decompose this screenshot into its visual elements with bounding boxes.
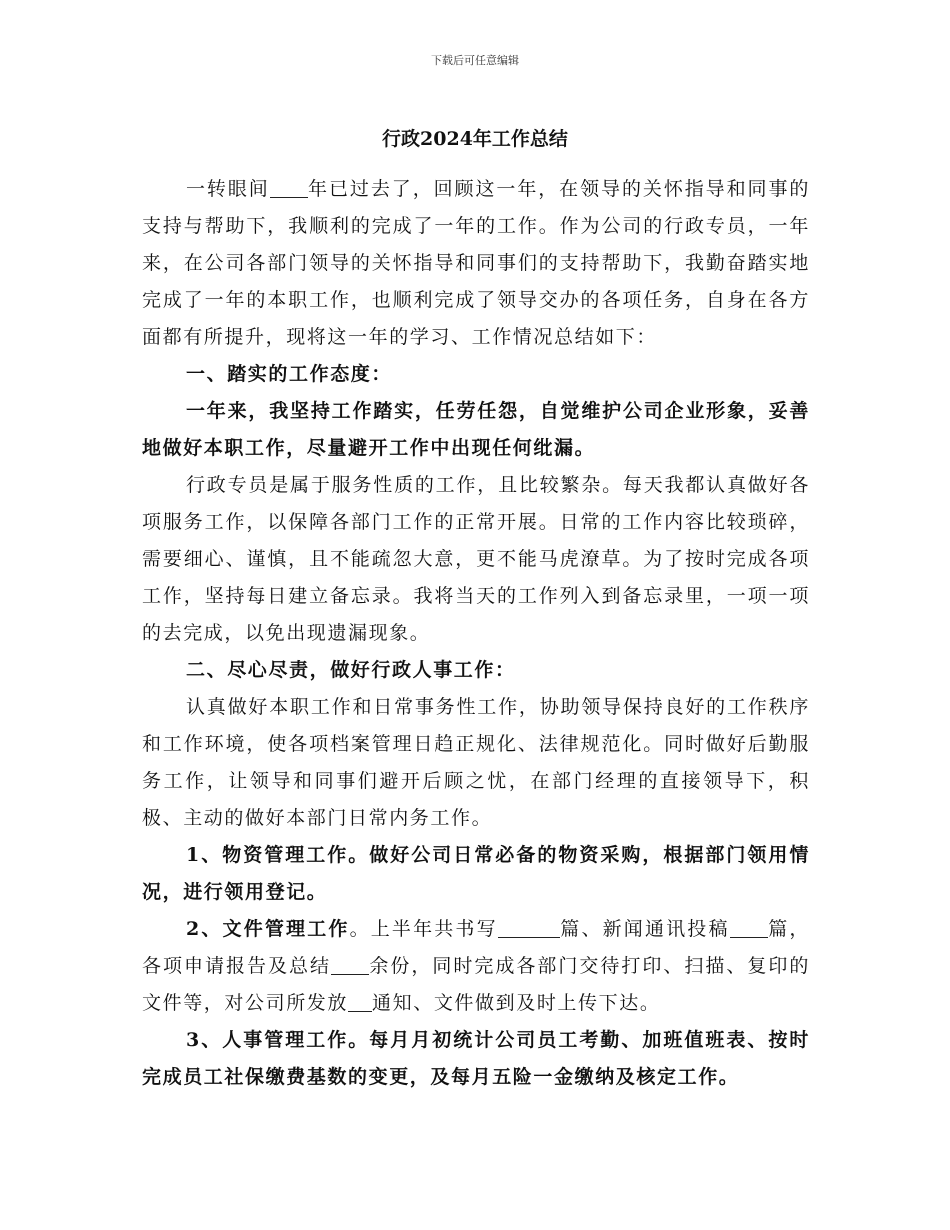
blank-underline [270,179,308,198]
item-3-personnel-management: 3、人事管理工作。每月月初统计公司员工考勤、加班值班表、按时完成员工社保缴费基数的变更，及每月五险一金缴纳及核定工作。 [142,1029,810,1088]
document-body [142,171,810,1096]
section-1-bold-paragraph: 一年来，我坚持工作踏实，任劳任怨，自觉维护公司企业形象，妥善地做好本职工作，尽量避开工作中出现任何纰漏。 [142,400,810,459]
page-header: 下载后可任意编辑 [431,54,519,67]
blank-underline [498,919,560,938]
item-2-text-5: 通知、文件做到及时上传下达。 [372,992,661,1014]
section-2-heading: 二、尽心尽责，做好行政人事工作： [186,659,516,681]
intro-text-start: 一转眼间 [186,178,270,200]
blank-underline [348,993,372,1012]
section-1-heading: 一、踏实的工作态度： [186,363,393,385]
item-2-text-3: 篇，各项申请报告及总结 [142,918,810,977]
item-2-lead: 2、文件管理工作 [186,918,350,940]
item-2-text-2: 篇、新闻通讯投稿 [559,918,730,940]
document-title: 行政2024年工作总结 [382,128,568,150]
intro-paragraph [142,171,810,356]
item-2-document-management [142,911,810,1022]
blank-underline [730,919,768,938]
item-1-material-management: 1、物资管理工作。做好公司日常必备的物资采购，根据部门领用情况，进行领用登记。 [142,844,810,903]
intro-text-rest: 年已过去了，回顾这一年，在领导的关怀指导和同事的支持与帮助下，我顺利的完成了一年的工作。作为公司的行政专员，一年来，在公司各部门领导的关怀指导和同事们的支持帮助下，我勤奋踏实地完成了一年的本职工作，也顺利完成了领导交办的各项任务，自身在各方面都有所提升，现将这一年的学习、工作情况总结如下： [142,178,810,348]
section-2-paragraph: 认真做好本职工作和日常事务性工作，协助领导保持良好的工作秩序和工作环境，使各项档案管理日趋正规化、法律规范化。同时做好后勤服务工作，让领导和同事们避开后顾之忧，在部门经理的直接领导下，积极、主动的做好本部门日常内务工作。 [142,696,810,829]
section-1-paragraph: 行政专员是属于服务性质的工作，且比较繁杂。每天我都认真做好各项服务工作，以保障各部门工作的正常开展。日常的工作内容比较琐碎，需要细心、谨慎，且不能疏忽大意，更不能马虎潦草。为了按时完成各项工作，坚持每日建立备忘录。我将当天的工作列入到备忘录里，一项一项的去完成，以免出现遗漏现象。 [142,474,810,644]
item-2-text-4: 余份，同时完成各部门交待打印、扫描、复印的文件等，对公司所发放 [142,955,810,1014]
blank-underline [331,956,369,975]
item-2-text-1: 。上半年共书写 [349,918,498,940]
